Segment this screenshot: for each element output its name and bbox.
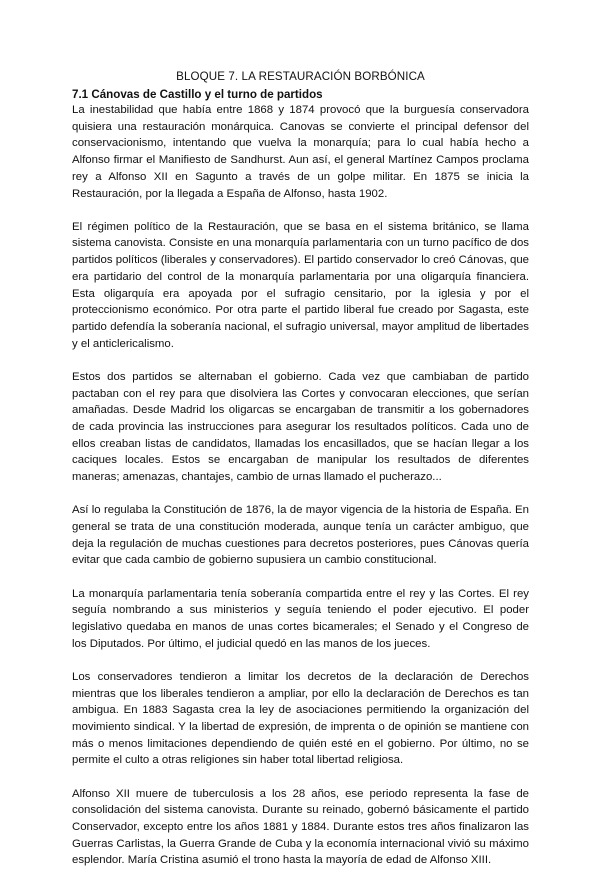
paragraph: Estos dos partidos se alternaban el gobierno. Cada vez que cambiaban de partido pactaban con el rey para que disolviera las Cortes y convocaran elecciones, que serían amañadas. Desde Madrid los oligarcas se encargaban de transmitir a los gobernadores de cada provincia las instrucciones para asegurar los resultados políticos. Cada uno de ellos creaban listas de candidatos, llamadas los encasillados, que se hacían llegar a los caciques locales. Estos se encargaban de manipular los resultados de diferentes maneras; amenazas, chantajes, cambio de urnas llamado el pucherazo...	[72, 370, 529, 484]
paragraph: Los conservadores tendieron a limitar los decretos de la declaración de Derechos mientras que los liberales tendieron a ampliar, por ello la declaración de Derechos es tan ambigua. En 1883 Sagasta crea la ley de asociaciones permitiendo la organización del movimiento sindical. Y la libertad de expresión, de imprenta o de opinión se mantiene con más o menos limitaciones dependiendo de quién esté en el gobierno. Por último, no se permite el culto a otras religiones sin haber total libertad religiosa.	[72, 670, 529, 767]
paragraph: La inestabilidad que había entre 1868 y 1874 provocó que la burguesía conservadora quisiera una restauración monárquica. Canovas se convierte el principal defensor del conservacionismo, intentando que vuelva la monarquía; para lo cual había hecho a Alfonso firmar el Manifiesto de Sandhurst. Aun así, el general Martínez Campos proclama rey a Alfonso XII en Sagunto a través de un golpe militar. En 1875 se inicia la Restauración, por la llegada a España de Alfonso, hasta 1902.	[72, 104, 529, 200]
section-heading: 7.1 Cánovas de Castillo y el turno de partidos	[72, 88, 323, 101]
paragraph: La monarquía parlamentaria tenía soberanía compartida entre el rey y las Cortes. El rey seguía nombrando a sus ministerios y seguía teniendo el poder ejecutivo. El poder legislativo quedaba en manos de unas cortes bicamerales; el Senado y el Congreso de los Diputados. Por último, el judicial quedó en las manos de los jueces.	[72, 587, 529, 650]
paragraph: El régimen político de la Restauración, que se basa en el sistema británico, se llama sistema canovista. Consiste en una monarquía parlamentaria con un turno pacífico de dos partidos políticos (liberales y conservadores). El partido conservador lo creó Cánovas, que era partidario del control de la monarquía parlamentaria por una oligarquía financiera. Esta oligarquía era apoyada por el sufragio censitario, por la iglesia y por el proteccionismo económico. Por otra parte el partido liberal fue creado por Sagasta, este partido defendía la soberanía nacional, el sufragio universal, mayor amplitud de libertades y el anticlericalismo.	[72, 220, 529, 350]
document-title: BLOQUE 7. LA RESTAURACIÓN BORBÓNICA	[176, 70, 425, 83]
paragraph: Así lo regulaba la Constitución de 1876, la de mayor vigencia de la historia de España. En general se trata de una constitución moderada, aunque tenía un carácter ambiguo, que deja la regulación de muchas cuestiones para decretos posteriores, pues Cánovas quería evitar que cada cambio de gobierno supusiera un cambio constitucional.	[72, 504, 529, 567]
paragraph: Alfonso XII muere de tuberculosis a los 28 años, ese periodo representa la fase de consolidación del sistema canovista. Durante su reinado, gobernó básicamente el partido Conservador, excepto entre los años 1881 y 1884. Durante estos tres años finalizaron las Guerras Carlistas, la Guerra Grande de Cuba y la economía internacional vivió su máximo esplendor. María Cristina asumió el trono hasta la mayoría de edad de Alfonso XIII.	[72, 787, 529, 867]
document-page	[72, 69, 529, 886]
